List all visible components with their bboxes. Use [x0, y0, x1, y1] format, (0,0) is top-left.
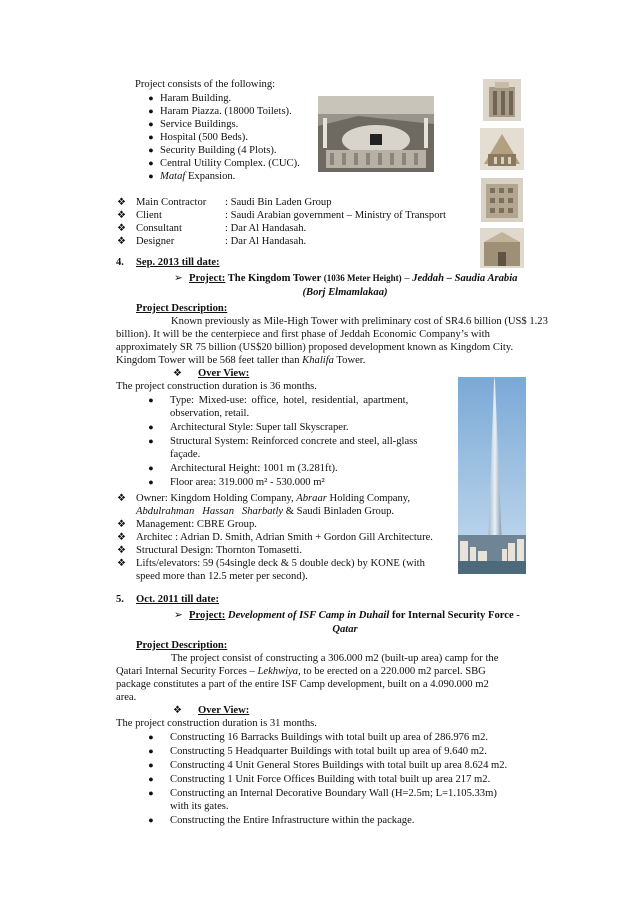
contact-value: : Dar Al Handasah.	[225, 236, 307, 247]
arrow-bullet-icon: ➢	[174, 610, 183, 621]
list-item: Architectural Style: Super tall Skyscraper.	[170, 422, 349, 433]
list-item: Constructing 4 Unit General Stores Buildings with total built up area 8.624 m2.	[170, 760, 508, 771]
project-description-heading: Project Description:	[136, 640, 228, 651]
bullet-icon: ●	[148, 132, 154, 142]
list-item: Haram Building.	[160, 93, 232, 104]
diamond-bullet-icon: ❖	[117, 210, 126, 221]
list-item: Mataf Expansion.	[160, 171, 236, 182]
section-number: 5.	[116, 594, 124, 605]
bullet-icon: ●	[148, 746, 154, 756]
list-item: Structural System: Reinforced concrete and steel, all-glass	[170, 436, 418, 447]
list-item: Haram Piazza. (18000 Toilets).	[160, 106, 292, 117]
project-title: Project: Development of ISF Camp in Duhail for Internal Security Force -	[189, 610, 520, 621]
haram-photo	[318, 96, 434, 172]
owner-text: Owner: Kingdom Holding Company, Abraar Holding Company,	[136, 493, 411, 504]
bullet-icon: ●	[148, 463, 154, 473]
diamond-bullet-icon: ❖	[117, 532, 126, 543]
diamond-bullet-icon: ❖	[117, 197, 126, 208]
description-line: approximately SR 75 billion (US$20 billion) proposed development known as Kingdom City.	[116, 342, 514, 353]
description-line: area.	[116, 692, 137, 703]
diamond-bullet-icon: ❖	[117, 236, 126, 247]
description-line: Qatari Internal Security Forces – Lekhwiya, to be erected on a 220.000 m2 parcel. SBG	[116, 666, 486, 677]
project-subtitle: (Borj Elmamlakaa)	[302, 287, 388, 298]
bullet-icon: ●	[148, 158, 154, 168]
duration-text: The project construction duration is 36 months.	[116, 381, 317, 392]
description-line: billion). It will be the centerpiece and first phase of Jeddah Economic Company’s with	[116, 329, 491, 340]
section-date: Oct. 2011 till date:	[136, 594, 219, 605]
contact-label: Client	[136, 210, 162, 221]
list-item: Constructing an Internal Decorative Boundary Wall (H=2.5m; L=1.105.33m)	[170, 788, 497, 799]
bullet-icon: ●	[148, 760, 154, 770]
list-item: Central Utility Complex. (CUC).	[160, 158, 300, 169]
arrow-bullet-icon: ➢	[174, 273, 183, 284]
bullet-icon: ●	[148, 106, 154, 116]
project-title: Project: The Kingdom Tower (1036 Meter Height) – Jeddah – Saudia Arabia	[189, 273, 518, 284]
building-photo	[481, 178, 523, 222]
diamond-bullet-icon: ❖	[117, 558, 126, 569]
owner-text-continued: Abdulrahman Hassan Sharbatly & Saudi Binladen Group.	[136, 506, 395, 517]
list-item: Architectural Height: 1001 m (3.281ft).	[170, 463, 338, 474]
diamond-bullet-icon: ❖	[173, 705, 182, 716]
kingdom-tower-photo	[458, 377, 526, 574]
diamond-bullet-icon: ❖	[173, 368, 182, 379]
list-item: Floor area: 319.000 m² - 530.000 m²	[170, 477, 325, 488]
diamond-bullet-icon: ❖	[117, 545, 126, 556]
contact-value: : Dar Al Handasah.	[225, 223, 307, 234]
list-item: Constructing 5 Headquarter Buildings with total built up area of 9.640 m2.	[170, 746, 487, 757]
bullet-icon: ●	[148, 477, 154, 487]
list-item: observation, retail.	[170, 408, 250, 419]
lifts-text-continued: speed more than 12.5 meter per second).	[136, 571, 308, 582]
diamond-bullet-icon: ❖	[117, 519, 126, 530]
list-item: with its gates.	[170, 801, 229, 812]
list-item: Constructing 16 Barracks Buildings with total built up area of 286.976 m2.	[170, 732, 489, 743]
overview-heading: Over View:	[198, 705, 250, 716]
bullet-icon: ●	[148, 171, 154, 181]
contact-value: : Saudi Bin Laden Group	[225, 197, 332, 208]
list-item: Type: Mixed-use: office, hotel, residential, apartment,	[170, 395, 409, 406]
bullet-icon: ●	[148, 422, 154, 432]
lifts-text: Lifts/elevators: 59 (54single deck & 5 double deck) by KONE (with	[136, 558, 425, 569]
list-item: Security Building (4 Plots).	[160, 145, 277, 156]
contact-label: Main Contractor	[136, 197, 207, 208]
intro-heading: Project consists of the following:	[135, 79, 276, 90]
description-line: The project consist of constructing a 306.000 m2 (built-up area) camp for the	[171, 653, 499, 664]
duration-text: The project construction duration is 31 months.	[116, 718, 317, 729]
diamond-bullet-icon: ❖	[117, 223, 126, 234]
description-line: package constitutes a part of the entire ISF Camp development, built on a 4.090.000 m2	[116, 679, 489, 690]
description-line: Kingdom Tower will be 568 feet taller than Khalifa Tower.	[116, 355, 366, 366]
list-item: Hospital (500 Beds).	[160, 132, 248, 143]
bullet-icon: ●	[148, 93, 154, 103]
building-photo	[480, 228, 524, 268]
list-item: Constructing 1 Unit Force Offices Building with total built up area 217 m2.	[170, 774, 491, 785]
bullet-icon: ●	[148, 145, 154, 155]
section-number: 4.	[116, 257, 124, 268]
contact-label: Consultant	[136, 223, 182, 234]
bullet-icon: ●	[148, 119, 154, 129]
structural-text: Structural Design: Thornton Tomasetti.	[136, 545, 302, 556]
contact-value: : Saudi Arabian government – Ministry of Transport	[225, 210, 446, 221]
section-date: Sep. 2013 till date:	[136, 257, 220, 268]
building-photo	[480, 128, 524, 170]
project-description-heading: Project Description:	[136, 303, 228, 314]
list-item: Service Buildings.	[160, 119, 239, 130]
list-item: Constructing the Entire Infrastructure within the package.	[170, 815, 415, 826]
overview-heading: Over View:	[198, 368, 250, 379]
diamond-bullet-icon: ❖	[117, 493, 126, 504]
bullet-icon: ●	[148, 788, 154, 798]
contact-label: Designer	[136, 236, 175, 247]
project-subtitle: Qatar	[332, 624, 358, 635]
bullet-icon: ●	[148, 815, 154, 825]
architect-text: Architec : Adrian D. Smith, Adrian Smith + Gordon Gill Architecture.	[136, 532, 433, 543]
bullet-icon: ●	[148, 436, 154, 446]
management-text: Management: CBRE Group.	[136, 519, 257, 530]
list-item: façade.	[170, 449, 201, 460]
bullet-icon: ●	[148, 774, 154, 784]
bullet-icon: ●	[148, 395, 154, 405]
description-line: Known previously as Mile-High Tower with preliminary cost of SR4.6 billion (US$ 1.23	[171, 316, 548, 327]
building-photo	[483, 79, 521, 121]
bullet-icon: ●	[148, 732, 154, 742]
